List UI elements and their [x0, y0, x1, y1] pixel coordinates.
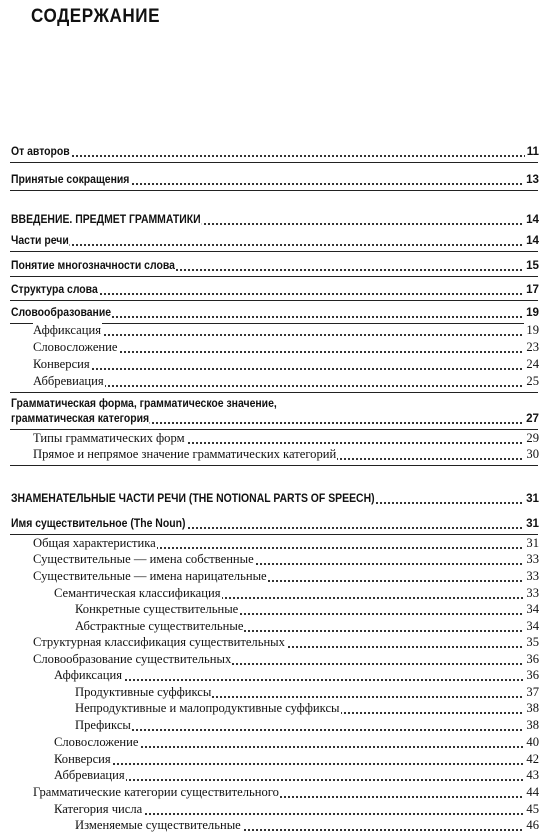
- toc-entry-page: 27: [526, 412, 539, 425]
- section-divider: [10, 429, 538, 430]
- toc-entry-title: Продуктивные суффиксы: [75, 685, 212, 699]
- toc-entry: [0, 340, 550, 355]
- toc-entry: [0, 144, 550, 159]
- toc-entry: [0, 516, 550, 531]
- toc-entry-page: 37: [526, 685, 539, 699]
- toc-entry-title: Общая характеристика: [33, 536, 156, 550]
- toc-entry: [0, 552, 550, 567]
- toc-entry-title: Аббревиация: [33, 374, 104, 388]
- toc-entry: [0, 586, 550, 601]
- section-divider: [10, 534, 538, 535]
- toc-entry: [0, 768, 550, 783]
- toc-entry: [0, 233, 550, 248]
- toc-entry-title: Принятые сокращения: [11, 173, 130, 186]
- toc-entry: [0, 668, 550, 683]
- toc-entry-title: грамматическая категория: [11, 412, 150, 425]
- dot-leader: [58, 763, 526, 765]
- toc-entry-page: 17: [526, 283, 539, 296]
- toc-entry-title: Структурная классификация существительных: [33, 635, 285, 649]
- toc-entry-page: 25: [526, 374, 539, 388]
- dot-leader: [15, 155, 526, 157]
- toc-entry: [0, 818, 550, 833]
- toc-entry-title: ВВЕДЕНИЕ. ПРЕДМЕТ ГРАММАТИКИ: [11, 213, 201, 226]
- toc-entry-title: Части речи: [11, 234, 69, 247]
- toc-entry-page: 34: [526, 602, 539, 616]
- toc-entry: [0, 323, 550, 338]
- toc-entry-page: 35: [526, 635, 539, 649]
- toc-entry-page: 31: [526, 517, 539, 530]
- toc-entry: [0, 701, 550, 716]
- toc-entry-page: 33: [526, 586, 539, 600]
- toc-entry-title: Непродуктивные и малопродуктивные суффиксы: [75, 701, 340, 715]
- toc-entry-page: 11: [526, 145, 539, 158]
- toc-entry: [0, 282, 550, 297]
- toc-entry-page: 38: [526, 701, 539, 715]
- toc-entry-page: 36: [526, 652, 539, 666]
- dot-leader: [37, 368, 526, 370]
- toc-entry: [0, 536, 550, 551]
- toc-entry: [0, 752, 550, 767]
- toc-entry: [0, 431, 550, 446]
- toc-entry: [0, 305, 550, 320]
- toc-entry: [0, 258, 550, 273]
- toc-entry-title: Изменяемые существительные: [75, 818, 241, 832]
- toc-entry-title: Словосложение: [33, 340, 118, 354]
- dot-leader: [79, 729, 526, 731]
- toc-entry-title: Семантическая классификация: [54, 586, 221, 600]
- toc-entry-page: 33: [526, 569, 539, 583]
- toc-entry-title: Грамматическая форма, грамматическое значение,: [11, 397, 277, 410]
- toc-entry-title: Существительные — имена собственные: [33, 552, 254, 566]
- toc-entry-title: Конверсия: [54, 752, 111, 766]
- toc-entry: [0, 491, 550, 506]
- toc-entry-page: 24: [526, 357, 539, 371]
- toc-entry-page: 38: [526, 718, 539, 732]
- toc-entry-page: 44: [526, 785, 539, 799]
- toc-entry-title: Грамматические категории существительного: [33, 785, 279, 799]
- toc-entry-title: От авторов: [11, 145, 70, 158]
- toc-entry: [0, 602, 550, 617]
- toc-entry-page: 40: [526, 735, 539, 749]
- section-divider: [10, 300, 538, 301]
- toc-entry: [0, 785, 550, 800]
- toc-entry-page: 33: [526, 552, 539, 566]
- section-divider: [10, 276, 538, 277]
- toc-entry-title: Аффиксация: [54, 668, 123, 682]
- toc-entry-title: Категория числа: [54, 802, 143, 816]
- section-divider: [10, 251, 538, 252]
- toc-entry-title: Словообразование: [11, 306, 112, 319]
- toc-entry-page: 23: [526, 340, 539, 354]
- toc-entry: [0, 396, 550, 411]
- toc-entry-page: 19: [526, 306, 539, 319]
- toc-entry: [0, 212, 550, 227]
- toc-entry-title: Структура слова: [11, 283, 98, 296]
- toc-entry: [0, 411, 550, 426]
- toc-entry-page: 43: [526, 768, 539, 782]
- toc-entry: [0, 652, 550, 667]
- dot-leader: [37, 334, 526, 336]
- toc-entry-title: Прямое и непрямое значение грамматических категорий: [33, 447, 337, 461]
- toc-entry-page: 29: [526, 431, 539, 445]
- dot-leader: [37, 385, 526, 387]
- dot-leader: [58, 679, 526, 681]
- toc-entry-page: 19: [526, 323, 539, 337]
- toc-entry-page: 14: [526, 213, 539, 226]
- toc-entry-title: Существительные — имена нарицательные: [33, 569, 267, 583]
- toc-entry: [0, 635, 550, 650]
- toc-entry: [0, 685, 550, 700]
- toc-entry: [0, 569, 550, 584]
- page-title: СОДЕРЖАНИЕ: [31, 6, 161, 27]
- toc-entry-title: Словосложение: [54, 735, 139, 749]
- toc-entry: [0, 357, 550, 372]
- toc-entry-title: Конверсия: [33, 357, 90, 371]
- toc-entry-page: 15: [526, 259, 539, 272]
- toc-entry-title: Типы грамматических форм: [33, 431, 185, 445]
- toc-entry: [0, 447, 550, 462]
- toc-entry-title: Аббревиация: [54, 768, 125, 782]
- toc-entry-page: 36: [526, 668, 539, 682]
- section-divider: [10, 392, 538, 393]
- toc-entry: [0, 802, 550, 817]
- toc-entry-page: 30: [526, 447, 539, 461]
- toc-entry-title: Аффиксация: [33, 323, 102, 337]
- toc-entry-title: ЗНАМЕНАТЕЛЬНЫЕ ЧАСТИ РЕЧИ (THE NOTIONAL PARTS OF SPEECH): [11, 492, 375, 505]
- toc-entry-page: 46: [526, 818, 539, 832]
- toc-entry-page: 14: [526, 234, 539, 247]
- dot-leader: [58, 779, 526, 781]
- toc-entry-page: 45: [526, 802, 539, 816]
- toc-entry-page: 34: [526, 619, 539, 633]
- toc-entry-page: 31: [526, 536, 539, 550]
- toc-entry-page: 31: [526, 492, 539, 505]
- toc-entry-page: 13: [526, 173, 539, 186]
- section-divider: [10, 465, 538, 466]
- toc-entry-title: Понятие многозначности слова: [11, 259, 175, 272]
- toc-entry: [0, 374, 550, 389]
- toc-entry-title: Имя существительное (The Noun): [11, 517, 186, 530]
- toc-entry-page: 42: [526, 752, 539, 766]
- section-divider: [10, 190, 538, 191]
- toc-entry-title: Префиксы: [75, 718, 131, 732]
- toc-entry-title: Конкретные существительные: [75, 602, 239, 616]
- toc-entry-title: Абстрактные существительные: [75, 619, 244, 633]
- section-divider: [10, 162, 538, 163]
- toc-entry: [0, 718, 550, 733]
- toc-entry: [0, 619, 550, 634]
- toc-entry-title: Словообразование существительных: [33, 652, 232, 666]
- dot-leader: [15, 244, 526, 246]
- toc-entry: [0, 172, 550, 187]
- toc-entry: [0, 735, 550, 750]
